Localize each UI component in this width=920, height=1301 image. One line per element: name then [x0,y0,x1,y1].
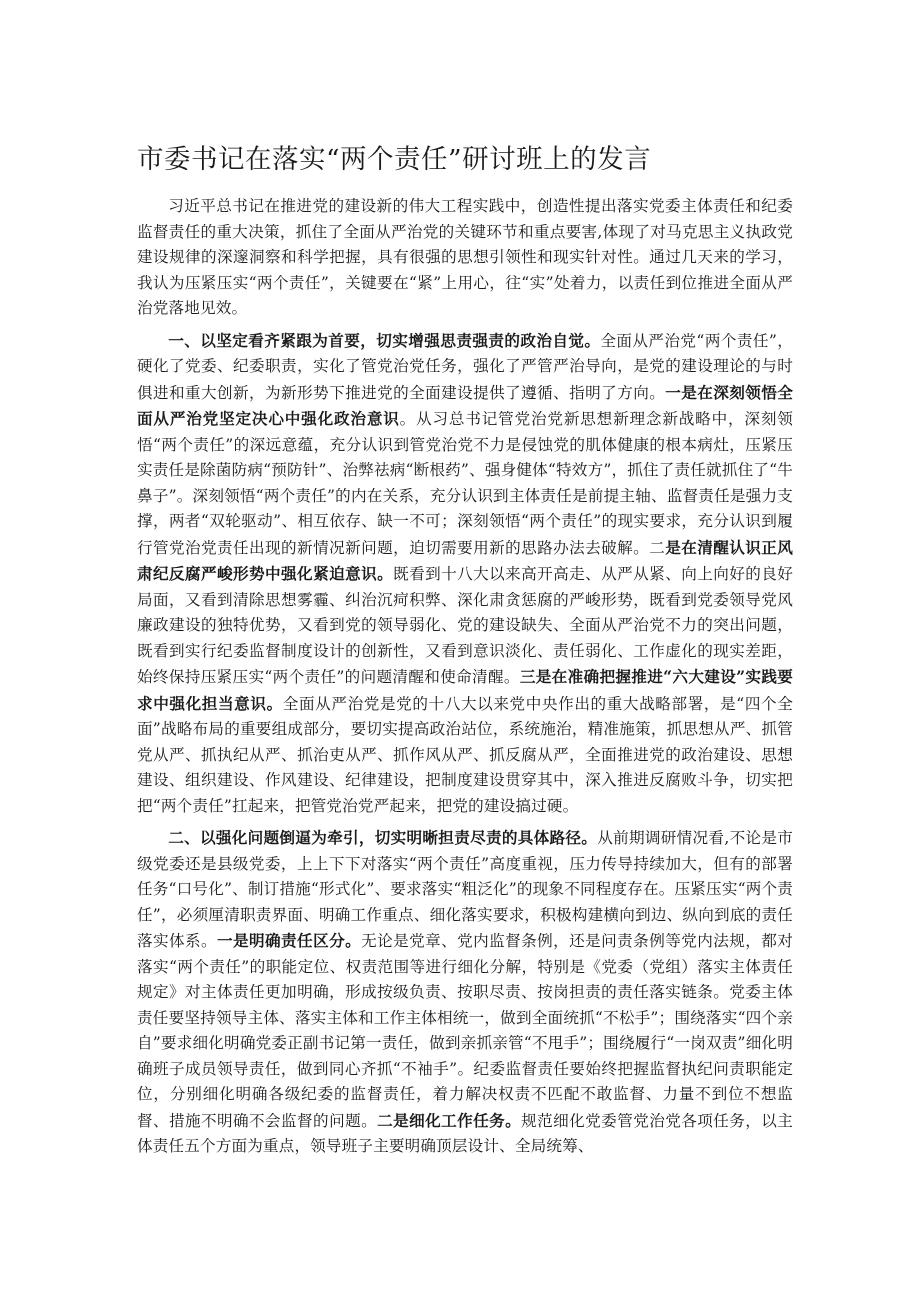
section-1-point-2-text: 既看到十八大以来高开高走、从严从紧、向上向好的良好局面，又看到清除思想雾霾、纠治沉疴积弊、深化肃贪惩腐的严峻形势，既看到党委领导党风廉政建设的独特优势，又看到党的领导弱化、党的建设缺失、全面从严治党不力的突出问题，既看到实行纪委监督制度设计的创新性，又看到意识淡化、责任弱化、工作虚化的现实差距，始终保持压紧压实“两个责任”的问题清醒和使命清醒。 [137,565,793,686]
section-1-point-2-heading: 是在清醒认识正风肃纪反腐严峻形势中强化紧迫意识。 [137,537,793,583]
section-2-heading: 二、以强化问题倒逼为牵引，切实明晰担责尽责的具体路径。 [168,828,598,847]
section-2-point-2-text: 规范细化党委管党治党各项任务，以主体责任五个方面为重点，领导班子主要明确顶层设计、全局统筹、 [137,1111,793,1155]
section-2-paragraph [137,825,793,1160]
section-1-point-2-prefix: 二 [649,538,666,557]
section-2-point-1-heading: 一是明确责任区分。 [217,931,362,950]
section-2-text: 从前期调研情况看,不论是市级党委还是县级党委，上上下下对落实“两个责任”高度重视，压力传导持续加大，但有的部署任务“口号化”、制订措施“形式化”、要求落实“粗泛化”的现象不同程度存在。压紧压实“两个责任”，必须厘清职责界面、明确工作重点、细化落实要求，积极构建横向到边、纵向到底的责任落实体系。 [137,829,793,950]
section-1-point-3-heading: 三是在准确把握推进“六大建设”实践要求中强化担当意识。 [137,667,794,713]
document-title: 市委书记在落实“两个责任”研讨班上的发言 [137,144,652,175]
section-1-paragraph [137,328,793,820]
section-1-heading: 一、以坚定看齐紧跟为首要，切实增强思责强责的政治自觉。 [168,330,601,350]
section-1-point-1-heading: 一是在深刻领悟全面从严治党坚定决心中强化政治意识 [137,382,794,428]
section-1-point-3-text: 全面从严治党是党的十八大以来党中央作出的重大战略部署，是“四个全面”战略布局的重要组成部分，要切实提高政治站位，系统施治，精准施策，抓思想从严、抓管党从严、抓执纪从严、抓治吏从严、抓作风从严、抓反腐从严，全面推进党的政治建设、思想建设、组织建设、作风建设、纪律建设，把制度建设贯穿其中，深入推进反腐败斗争，切实把把“两个责任”扛起来，把管党治党严起来，把党的建设搞过硬。 [137,694,793,815]
section-2-point-2-heading: 二是细化工作任务。 [377,1110,522,1130]
document-page [137,138,793,1160]
section-1-point-1-text: 。从习总书记管党治党新思想新理念新战略中，深刻领悟“两个责任”的深远意蕴，充分认识到管党治党不力是侵蚀党的肌体健康的根本病灶，压紧压实责任是除菌防病“预防针”、治弊祛病“断根药”、强身健体“特效方”，抓住了责任就抓住了“牛鼻子”。深刻领悟“两个责任”的内在关系，充分认识到主体责任是前提主轴、监督责任是强力支撑，两者“双轮驱动”、相互依存、缺一不可；深刻领悟“两个责任”的现实要求，充分认识到履行管党治党责任出现的新情况新问题，迫切需要用新的思路办法去破解。 [137,410,793,557]
section-2-point-1-text: 无论是党章、党内监督条例，还是问责条例等党内法规，都对落实“两个责任”的职能定位、权责范围等进行细化分解，特别是《党委（党组）落实主体责任规定》对主体责任更加明确，形成按级负责、按职尽责、按岗担责的责任落实链条。党委主体责任要坚持领导主体、落实主体和工作主体相统一，做到全面统抓“不松手”；围绕落实“四个亲自”要求细化明确党委正副书记第一责任，做到亲抓亲管“不甩手”；围绕履行“一岗双责”细化明确班子成员领导责任，做到同心齐抓“不袖手”。纪委监督责任要始终把握监督执纪问责职能定位，分别细化明确各级纪委的监督责任，着力解决权责不匹配不敢监督、力量不到位不想监督、措施不明确不会监督的问题。 [137,932,793,1130]
intro-paragraph: 习近平总书记在推进党的建设新的伟大工程实践中，创造性提出落实党委主体责任和纪委监督责任的重大决策，抓住了全面从严治党的关键环节和重点要害,体现了对马克思主义执政党建设规律的深邃洞察和科学把握，具有很强的思想引领性和现实针对性。通过几天来的学习，我认为压紧压实“两个责任”，关键要在“紧”上用心，往“实”处着力，以责任到位推进全面从严治党落地见效。 [137,197,793,317]
section-1-text: 全面从严治党“两个责任”，硬化了党委、纪委职责，实化了管党治党任务，强化了严管严治导向，是党的建设理论的与时俱进和重大创新，为新形势下推进党的全面建设提供了遵循、指明了方向。 [137,331,793,402]
